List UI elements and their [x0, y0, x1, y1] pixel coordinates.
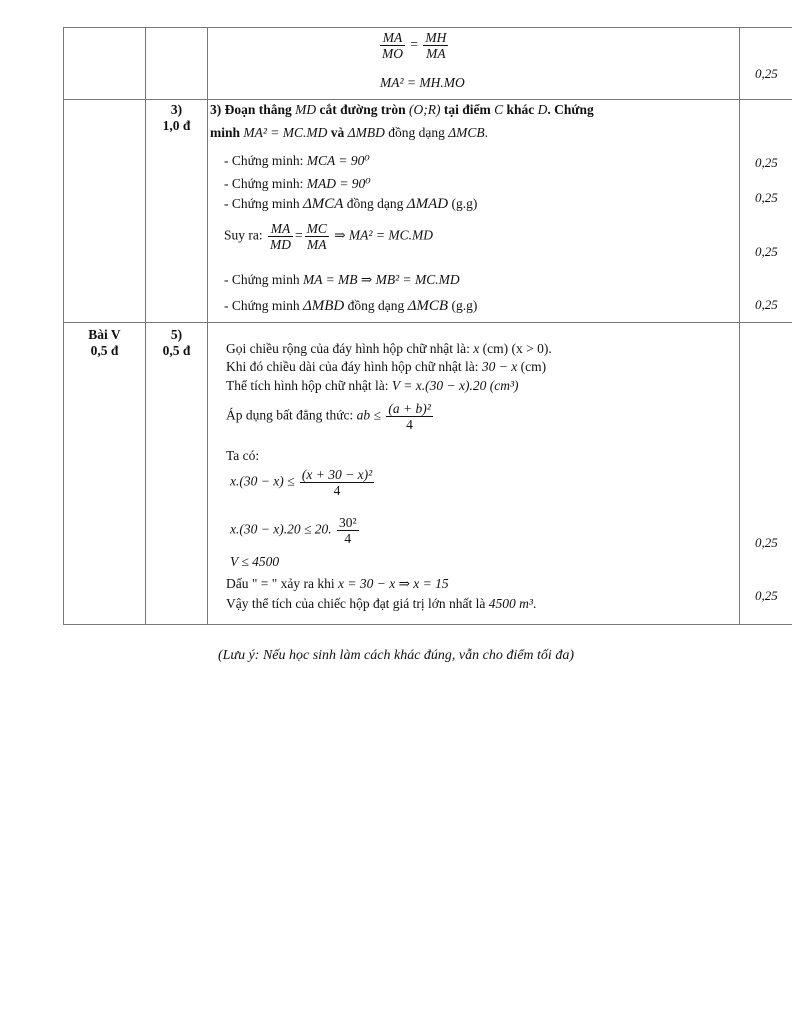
solution-line: Áp dụng bất đẳng thức: ab ≤ $\frac{\text{(a + b)²}}{4}$	[226, 401, 431, 432]
solution-line: V ≤ 4500	[230, 554, 280, 569]
content-cell	[208, 323, 740, 625]
content-cell	[208, 100, 740, 323]
solution-line: Vậy thể tích của chiếc hộp đạt giá trị lớn nhất là 4500 m³.	[226, 596, 537, 611]
solution-line: x.(30 − x).20 ≤ 20. $\frac{\text{30²}}{4}$	[230, 515, 357, 546]
part-cell	[146, 323, 208, 625]
proof-step: - Chứng minh ΔMBD đồng dạng ΔMCB (g.g)	[224, 298, 478, 314]
solution-line: x.(30 − x) ≤ $\frac{\text{(x + 30 − x)²}}{4}$	[230, 467, 373, 498]
proof-step: - Chứng minh ΔMCA đồng dạng ΔMAD (g.g)	[224, 196, 478, 212]
part-points: 1,0 đ	[162, 118, 191, 133]
score-cell	[740, 323, 792, 625]
score: 0,25	[755, 66, 778, 81]
score: 0,25	[755, 244, 778, 259]
part-number: 3)	[170, 102, 183, 117]
score: 0,25	[755, 535, 778, 550]
solution-line: Dấu " = " xảy ra khi x = 30 − x ⇒ x = 15	[226, 576, 449, 591]
table-row	[64, 100, 792, 323]
lesson-title: Bài V	[88, 327, 121, 342]
footnote: (Lưu ý: Nếu học sinh làm cách khác đúng, vẫn cho điểm tối đa)	[217, 648, 574, 663]
score: 0,25	[755, 155, 778, 170]
score: 0,25	[755, 297, 778, 312]
lesson-points: 0,5 đ	[90, 343, 119, 358]
lesson-cell	[64, 100, 146, 323]
content-cell	[208, 28, 740, 100]
ratio-equation: $\frac{MA}{MO}$ = $\frac{MH}{MA}$	[382, 30, 447, 61]
lesson-cell	[64, 323, 146, 625]
proof-step: - Chứng minh MA = MB ⇒ MB² = MC.MD	[224, 272, 460, 287]
lesson-cell	[64, 28, 146, 100]
square-equation: MA² = MH.MO	[380, 75, 465, 90]
proof-step: - Chứng minh: MCA = 90⁰	[224, 153, 370, 168]
solution-line: Khi đó chiều dài của đáy hình hộp chữ nhật là: 30 − x (cm)	[226, 359, 547, 374]
score-cell	[740, 28, 792, 100]
proof-step: Suy ra: $\frac{MA}{MD}$ = $\frac{MC}{MA}$ ⇒ MA² = MC.MD	[224, 221, 433, 252]
question-text: 3) Đoạn thẳng MD cắt đường tròn (O;R) tại điểm C khác D. Chứng	[210, 102, 594, 117]
score: 0,25	[755, 190, 778, 205]
score: 0,25	[755, 588, 778, 603]
table-row	[64, 323, 792, 625]
question-text: minh MA² = MC.MD và ΔMBD đồng dạng ΔMCB.	[210, 125, 489, 140]
answer-table	[63, 27, 792, 625]
part-number: 5)	[170, 327, 183, 342]
solution-line: Thể tích hình hộp chữ nhật là: V = x.(30 − x).20 (cm³)	[226, 378, 519, 393]
part-points: 0,5 đ	[162, 343, 191, 358]
part-cell	[146, 28, 208, 100]
part-cell	[146, 100, 208, 323]
solution-line: Ta có:	[226, 448, 260, 463]
proof-step: - Chứng minh: MAD = 90⁰	[224, 176, 371, 191]
score-cell	[740, 100, 792, 323]
solution-line: Gọi chiều rộng của đáy hình hộp chữ nhật là: x (cm) (x > 0).	[226, 341, 552, 356]
table-row	[64, 28, 792, 100]
